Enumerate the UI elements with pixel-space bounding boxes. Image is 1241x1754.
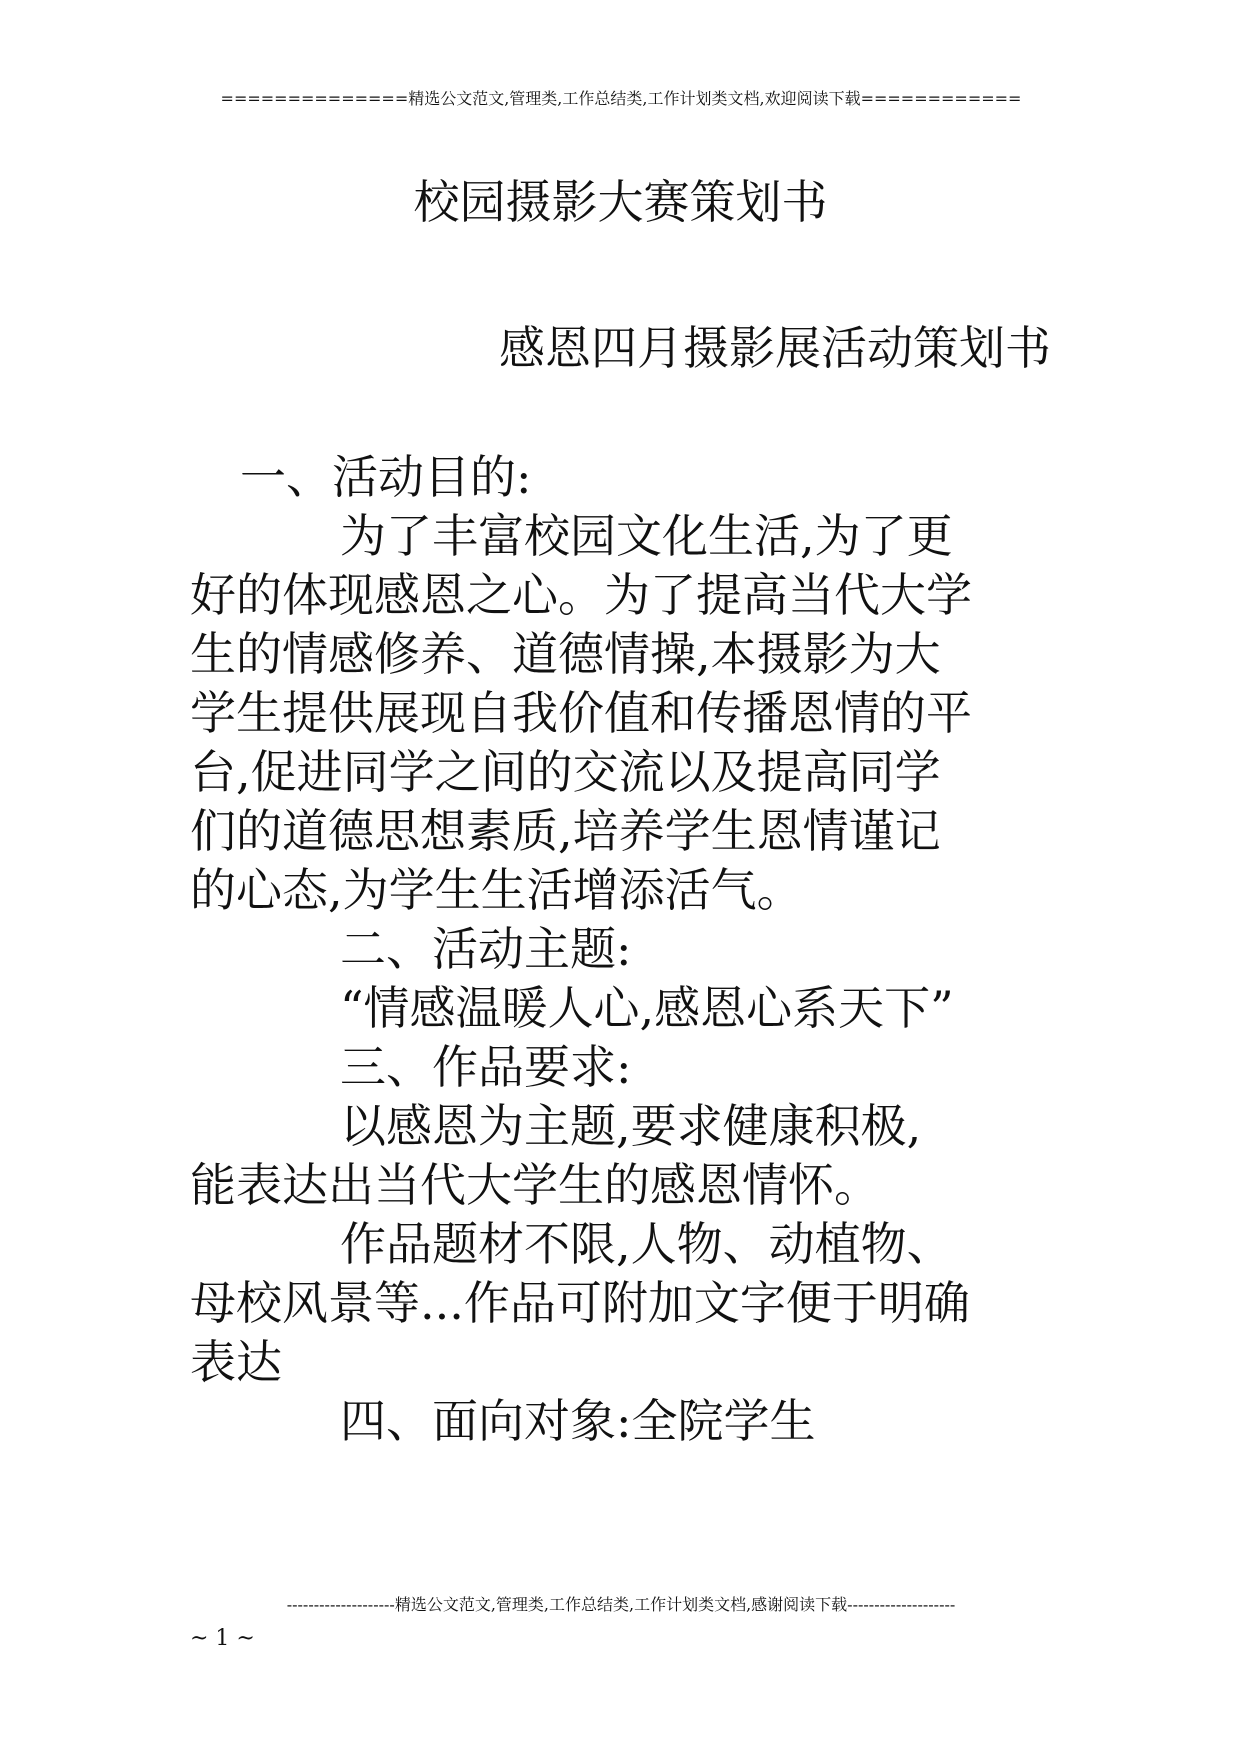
page-number: ~ 1 ~ (190, 1626, 255, 1651)
paragraph-line: 们的道德思想素质,培养学生恩情谨记 (190, 804, 941, 858)
paragraph-line: 能表达出当代大学生的感恩情怀。 (190, 1158, 880, 1212)
section-heading-purpose: 一、活动目的: (240, 450, 532, 504)
document-title: 校园摄影大赛策划书 (413, 175, 828, 229)
paragraph-line: 生的情感修养、道德情操,本摄影为大 (190, 627, 941, 681)
paragraph-line: 台,促进同学之间的交流以及提高同学 (190, 745, 941, 799)
paragraph-line: 的心态,为学生生活增添活气。 (190, 863, 803, 917)
paragraph-line: 好的体现感恩之心。为了提高当代大学 (190, 568, 972, 622)
paragraph-line: 母校风景等...作品可附加文字便于明确 (190, 1276, 970, 1330)
paragraph-line: 学生提供展现自我价值和传播恩情的平 (190, 686, 972, 740)
section-heading-requirements: 三、作品要求: (340, 1040, 632, 1094)
paragraph-line: 作品题材不限,人物、动植物、 (340, 1217, 953, 1271)
theme-slogan: “情感温暖人心,感恩心系天下” (340, 981, 954, 1035)
section-heading-theme: 二、活动主题: (340, 922, 632, 976)
document-body (190, 448, 1052, 1451)
header-banner: ==============精选公文范文,管理类,工作总结类,工作计划类文档,欢迎阅读下载============ (220, 89, 1022, 108)
footer-banner: --------------------精选公文范文,管理类,工作总结类,工作计划类文档,感谢阅读下载-------------------- (286, 1595, 956, 1614)
paragraph-line: 为了丰富校园文化生活,为了更 (340, 509, 953, 563)
document-subtitle: 感恩四月摄影展活动策划书 (499, 321, 1051, 375)
paragraph-line: 表达 (190, 1335, 282, 1389)
section-heading-audience: 四、面向对象:全院学生 (340, 1394, 816, 1448)
paragraph-line: 以感恩为主题,要求健康积极, (340, 1099, 922, 1153)
